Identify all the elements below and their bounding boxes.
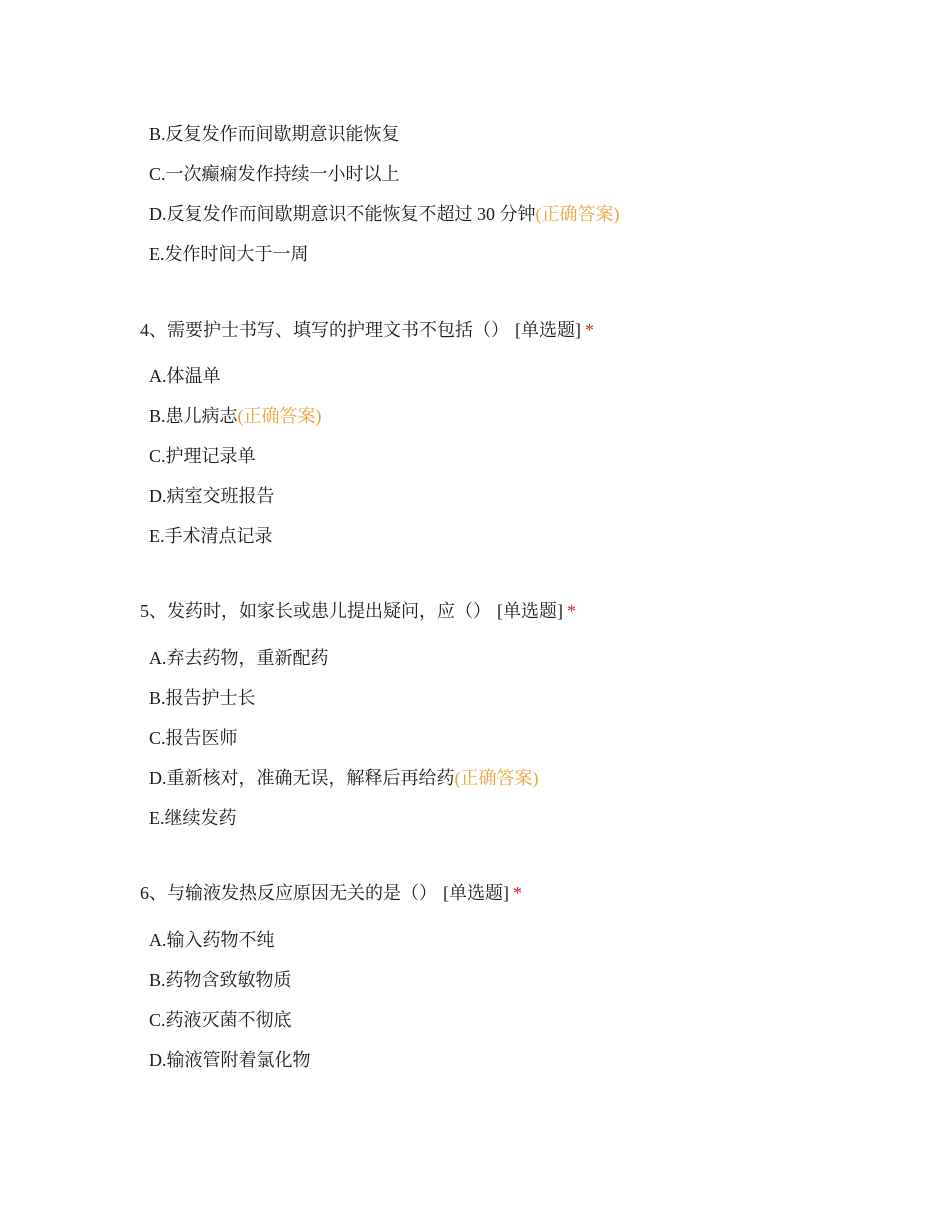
option-text: C.护理记录单 bbox=[149, 446, 256, 466]
correct-answer-mark: (正确答案) bbox=[535, 204, 620, 224]
correct-answer-mark: (正确答案) bbox=[454, 768, 539, 788]
correct-answer-mark: (正确答案) bbox=[237, 406, 322, 426]
option-text: B.反复发作而间歇期意识能恢复 bbox=[149, 124, 400, 144]
option-q3-e bbox=[149, 242, 309, 266]
option-text: C.一次癫痫发作持续一小时以上 bbox=[149, 164, 400, 184]
option-text: A.体温单 bbox=[149, 366, 221, 386]
option-q4-d bbox=[149, 484, 275, 508]
option-text: D.重新核对，准确无误，解释后再给药 bbox=[149, 768, 455, 788]
question-4-title bbox=[140, 318, 594, 342]
option-q3-d bbox=[149, 202, 620, 226]
option-text: D.病室交班报告 bbox=[149, 486, 275, 506]
option-q4-c bbox=[149, 444, 256, 468]
option-text: B.患儿病志 bbox=[149, 406, 238, 426]
option-q6-a bbox=[149, 928, 275, 952]
option-text: A.弃去药物，重新配药 bbox=[149, 648, 329, 668]
option-q4-b bbox=[149, 404, 322, 428]
option-text: B.药物含致敏物质 bbox=[149, 970, 292, 990]
question-text: 6、与输液发热反应原因无关的是（） bbox=[140, 883, 437, 903]
option-q5-e bbox=[149, 806, 237, 830]
option-text: C.报告医师 bbox=[149, 728, 238, 748]
option-q3-c bbox=[149, 162, 400, 186]
option-text: B.报告护士长 bbox=[149, 688, 256, 708]
option-q6-d bbox=[149, 1048, 311, 1072]
option-q5-c bbox=[149, 726, 238, 750]
question-text: 4、需要护士书写、填写的护理文书不包括（） bbox=[140, 320, 509, 340]
question-6-title bbox=[140, 881, 522, 905]
option-q5-b bbox=[149, 686, 256, 710]
required-marker: * bbox=[585, 320, 594, 340]
option-q4-e bbox=[149, 524, 273, 548]
option-text: E.发作时间大于一周 bbox=[149, 244, 309, 264]
option-text: D.输液管附着氯化物 bbox=[149, 1050, 311, 1070]
required-marker: * bbox=[513, 883, 522, 903]
question-type: [单选题] bbox=[497, 601, 563, 621]
option-text: E.手术清点记录 bbox=[149, 526, 273, 546]
question-type: [单选题] bbox=[443, 883, 509, 903]
option-q4-a bbox=[149, 364, 221, 388]
option-q3-b bbox=[149, 122, 400, 146]
option-q5-a bbox=[149, 646, 329, 670]
option-text: A.输入药物不纯 bbox=[149, 930, 275, 950]
option-text: C.药液灭菌不彻底 bbox=[149, 1010, 292, 1030]
option-q6-c bbox=[149, 1008, 292, 1032]
option-text: E.继续发药 bbox=[149, 808, 237, 828]
question-5-title bbox=[140, 599, 576, 623]
question-type: [单选题] bbox=[515, 320, 581, 340]
question-text: 5、发药时，如家长或患儿提出疑问，应（） bbox=[140, 601, 491, 621]
required-marker: * bbox=[567, 601, 576, 621]
option-q6-b bbox=[149, 968, 292, 992]
option-text: D.反复发作而间歇期意识不能恢复不超过 30 分钟 bbox=[149, 204, 536, 224]
option-q5-d bbox=[149, 766, 539, 790]
